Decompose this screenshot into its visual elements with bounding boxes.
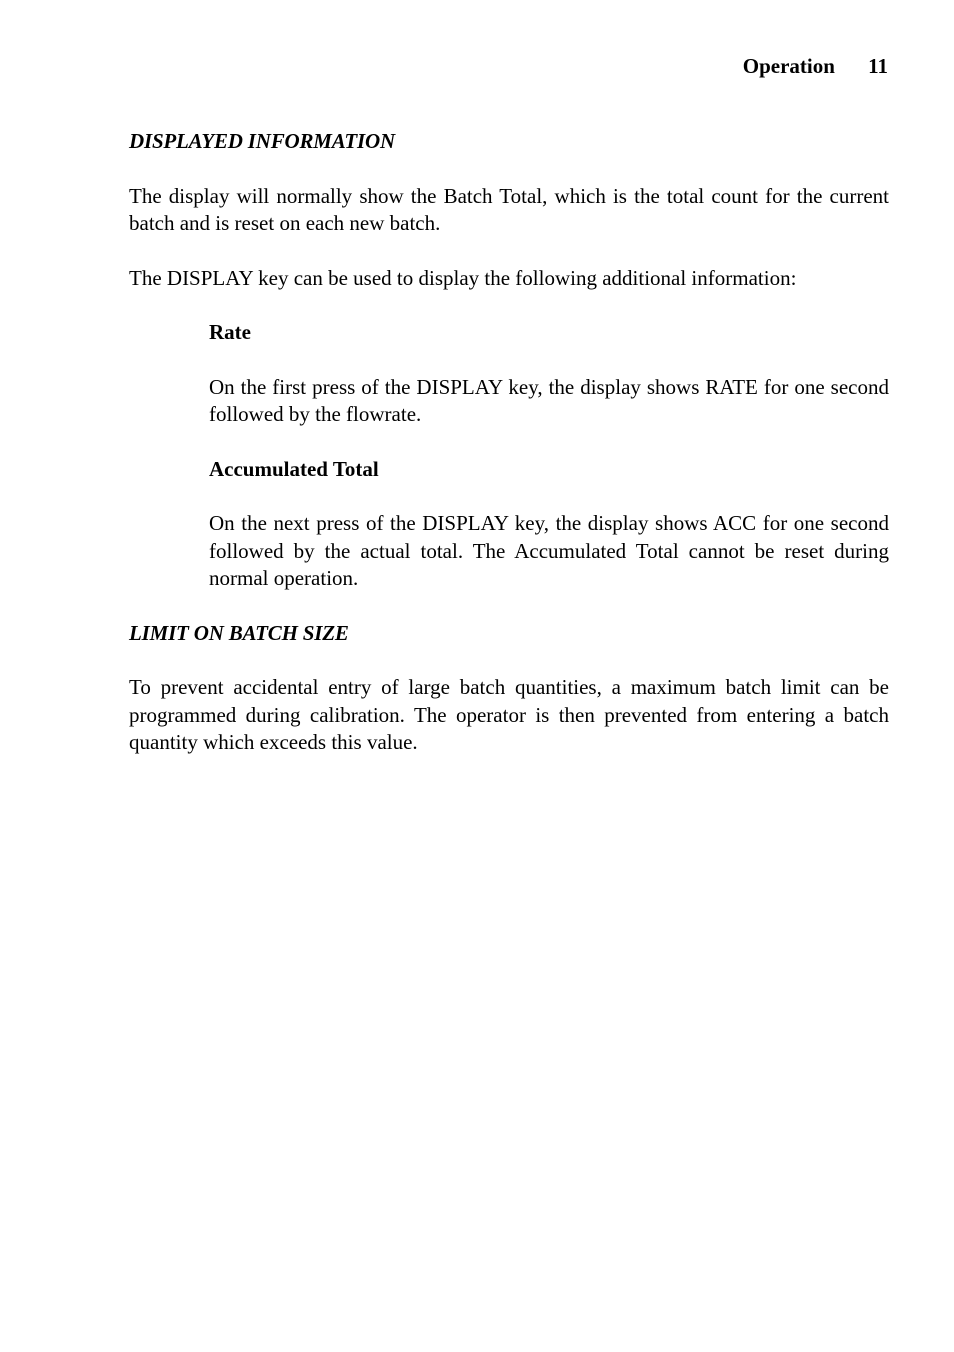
accumulated-total-subheading: Accumulated Total <box>209 456 379 481</box>
limit-on-batch-size-heading: LIMIT ON BATCH SIZE <box>129 620 349 645</box>
batch-limit-paragraph: To prevent accidental entry of large batch quantities, a maximum batch limit can be programmed during calibration. The operator is then prevented from entering a batch quantity which exceeds this value. <box>129 675 889 754</box>
header-section-name: Operation <box>742 54 835 78</box>
rate-subheading: Rate <box>209 320 251 344</box>
page-content <box>129 128 889 784</box>
batch-total-paragraph: The display will normally show the Batch Total, which is the total count for the current batch and is reset on each new batch. <box>129 183 889 235</box>
rate-description: On the first press of the DISPLAY key, the display shows RATE for one second followed by the flowrate. <box>209 374 889 426</box>
display-key-paragraph: The DISPLAY key can be used to display the following additional information: <box>129 265 797 290</box>
displayed-information-heading: DISPLAYED INFORMATION <box>129 129 395 153</box>
page-number: 11 <box>868 54 888 78</box>
page-header <box>743 52 888 80</box>
accumulated-total-description: On the next press of the DISPLAY key, the display shows ACC for one second followed by the actual total. The Accumulated Total cannot be reset during normal operation. <box>209 511 889 590</box>
